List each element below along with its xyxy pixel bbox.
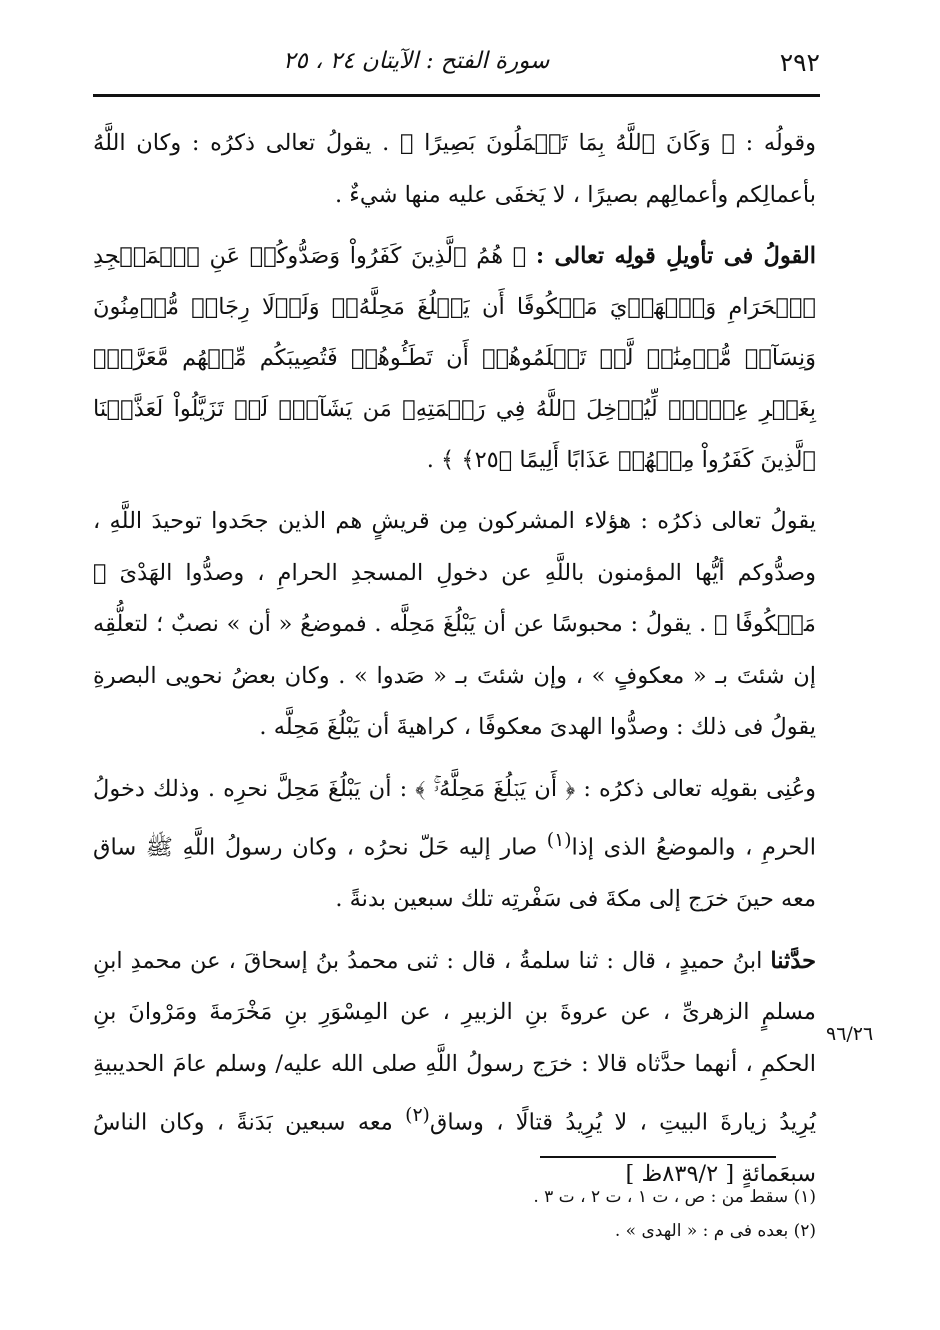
footnote-2: (٢) بعده فى م : « الهدى » . [614,1221,816,1241]
margin-reference: ٩٦/٢٦ [826,1023,874,1045]
paragraph-3: يقولُ تعالى ذكرُه : هؤلاء المشركون مِن قريشٍ هم الذين جحَدوا توحيدَ اللَّهِ ، وصدُّوكم أيُّها المؤمنون باللَّهِ عن دخولِ المسجدِ الحرامِ ، وصدُّوا الهَدْىَ ﴿ مَعۡكُوفًا ﴾ . يقولُ : محبوسًا عن أن يَبْلُغَ مَحِلَّه . فموضعُ « أن » نصبٌ ؛ لتعلُّقِه إن شئتَ بـ « معكوفٍ » ، وإن شئتَ بـ « صَدوا » . وكان بعضُ نحويى البصرةِ يقولُ فى ذلك : وصدُّوا الهدىَ معكوفًا ، كراهيةَ أن يَبْلُغَ مَحِلَّه . [93,508,816,740]
footnotes [316,1180,816,1248]
footnote-rule [540,1156,776,1158]
footnote-ref-2: (٢) [405,1105,430,1126]
paragraph-4 [93,764,816,926]
paragraph-4-text-b: صار إليه حَلّ نحرُه ، وكان رسولُ اللَّهِ ﷺ ساق معه حينَ خرَج إلى مكةَ فى سَفْرتِه تلك سبعين بدنةً . [93,834,816,912]
main-text [93,118,816,1211]
header-rule [93,94,820,97]
footnote-1: (١) سقط من : ص ، ت ١ ، ت ٢ ، ت ٣ . [533,1187,816,1207]
paragraph-5 [93,936,816,1201]
section-heading: القولُ فى تأويلِ قولِه تعالى : [535,243,817,269]
paragraph-4-text-a: وعُنِى بقولِه تعالى ذكرُه : ﴿ أَن يَبۡلُغَ مَحِلَّهُۥۚ ﴾ : أن يَبْلُغَ مَحِلَّ نحرِه . وذلك دخولُ الحرمِ ، والموضعُ الذى إذا [93,775,816,861]
running-title: سورة الفتح : الآيتان ٢٤ ، ٢٥ [283,48,550,74]
footnote-ref-1: (١) [546,830,572,851]
page-number: ٢٩٢ [779,48,820,77]
paragraph-5-text-a: ابنُ حميدٍ ، قال : ثنا سلمةُ ، قال : ثنى محمدُ بنُ إسحاقَ ، عن محمدِ ابنِ مسلمٍ الزهرىِّ ، عن عروةَ بنِ الزبيرِ ، عن المِسْوَرِ بنِ مَخْرَمةَ ومَرْوانَ بنِ الحكمِ ، أنهما حدَّثاه قالا : خرَج رسولُ اللَّهِ صلى الله عليه/ وسلم عامَ الحديبيةِ يُرِيدُ زيارةَ البيتِ ، لا يُرِيدُ قتالًا ، وساق [93,947,816,1136]
paragraph-1: وقولُه : ﴿ وَكَانَ ٱللَّهُ بِمَا تَعۡمَلُونَ بَصِيرًا ﴾ . يقولُ تعالى ذكرُه : وكان اللَّهُ بأعمالِكم وأعمالِهم بصيرًا ، لا يَخفَى عليه منها شيءٌ . [93,130,816,208]
page-header [93,40,820,86]
quran-verse: ﴿ هُمُ ٱلَّذِينَ كَفَرُواْ وَصَدُّوكُمۡ عَنِ ٱلۡمَسۡجِدِ ٱلۡحَرَامِ وَٱلۡهَدۡيَ مَعۡكُوفًا أَن يَبۡلُغَ مَحِلَّهُۥۚ وَلَوۡلَا رِجَالٞ مُّؤۡمِنُونَ وَنِسَآءٞ مُّؤۡمِنَٰتٞ لَّمۡ تَعۡلَمُوهُمۡ أَن تَطَـُٔوهُمۡ فَتُصِيبَكُم مِّنۡهُم مَّعَرَّةُۢ بِغَيۡرِ عِلۡمٖۖ لِّيُدۡخِلَ ٱللَّهُ فِي رَحۡمَتِهِۦ مَن يَشَآءُۚ لَوۡ تَزَيَّلُواْ لَعَذَّبۡنَا ٱلَّذِينَ كَفَرُواْ مِنۡهُمۡ عَذَابًا أَلِيمًا ﴿٢٥﴾ ﴾ . [93,243,816,473]
paragraph-2 [93,231,816,486]
paragraph-5-text-b: معه سبعين بَدَنةً ، وكان الناسُ سبعَمائةٍ [93,1109,816,1187]
isnad-lead: حدَّثنا [770,947,816,974]
manuscript-ref: [ ٨٣٩/٢ظ ] [625,1161,735,1187]
